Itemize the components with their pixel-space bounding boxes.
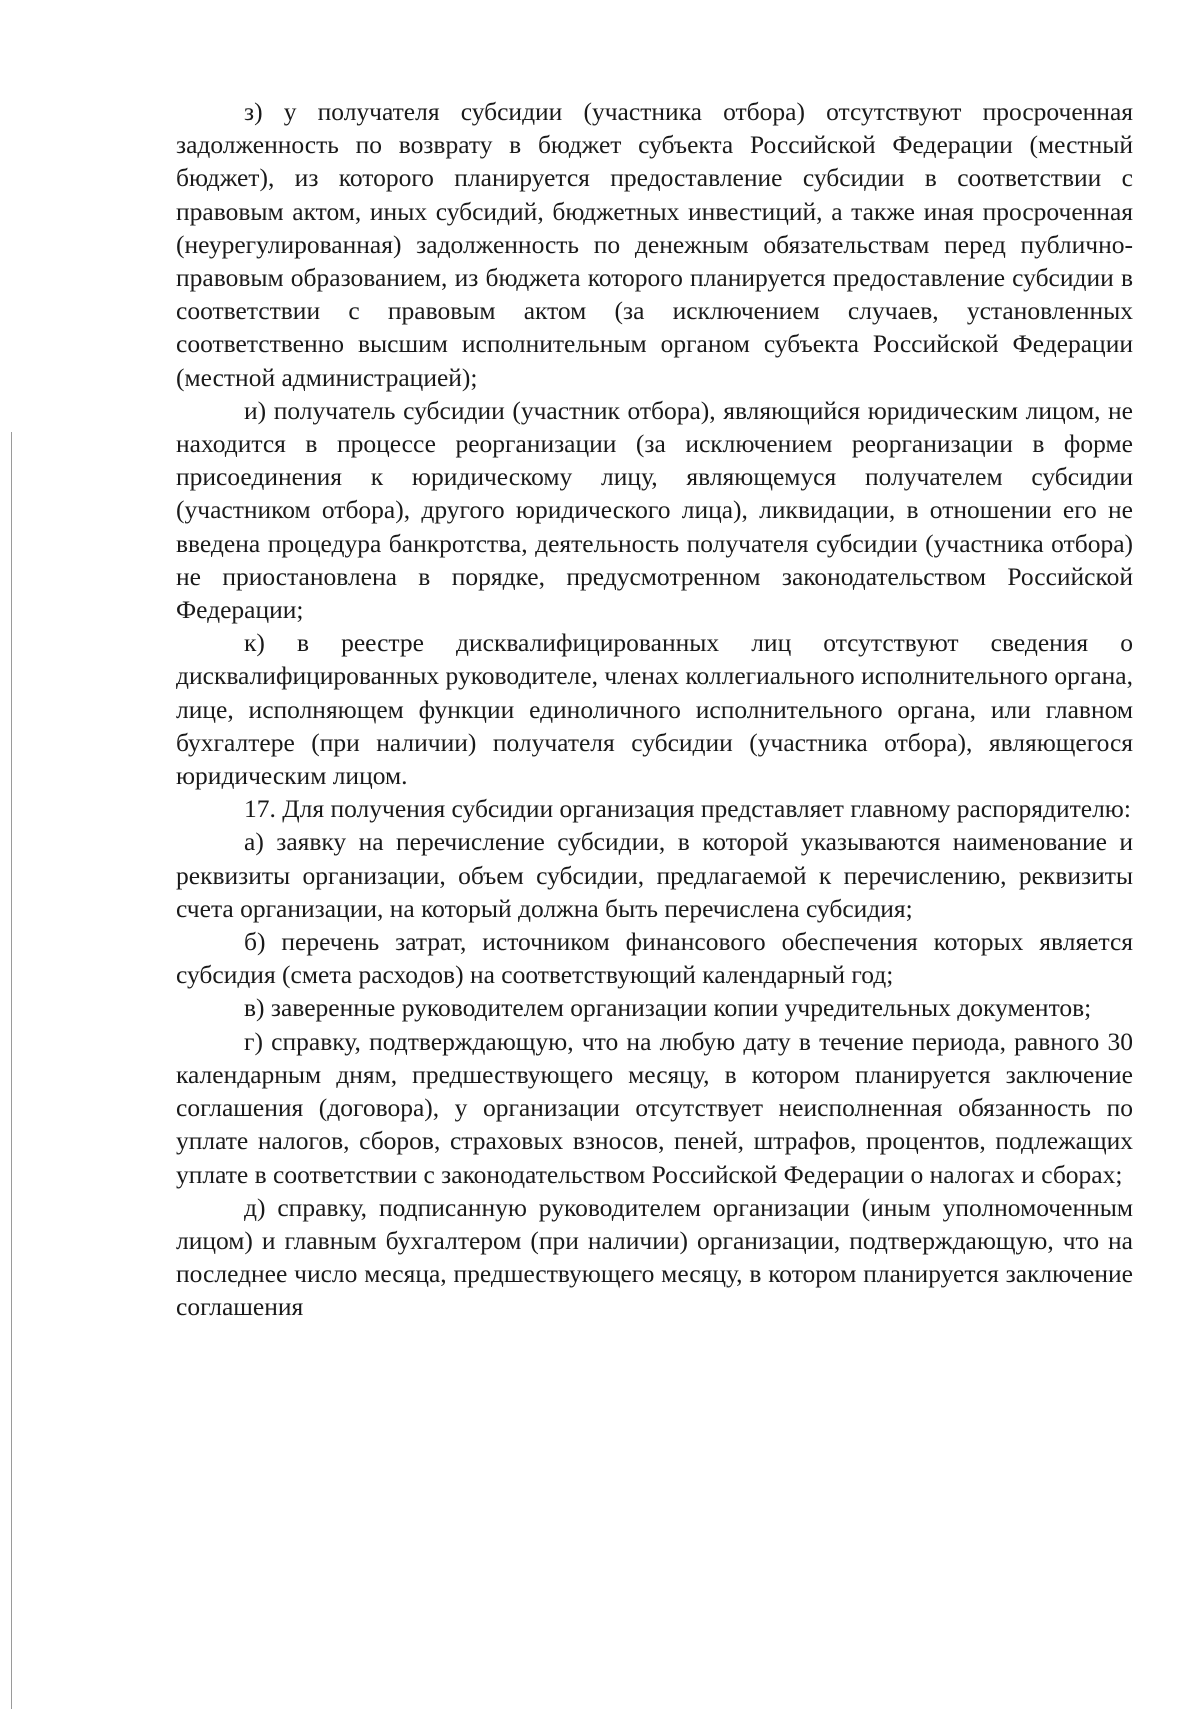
paragraph-17: 17. Для получения субсидии организация представляет главному распорядителю: [244, 794, 1131, 824]
paragraph-z: з) у получателя субсидии (участника отбора) отсутствуют просроченная задолженность по возврату в бюджет субъекта Российской Федерации (местный бюджет), из которого планируется предоставление субсидии в соответствии с правовым актом, иных субсидий, бюджетных инвестиций, а также иная просроченная (неурегулированная) задолженность по денежным обязательствам перед публично-правовым образованием, из бюджета которого планируется предоставление субсидии в соответствии с правовым актом (за исключением случаев, установленных соответственно высшим исполнительным органом субъекта Российской Федерации (местной администрацией); [176, 97, 1133, 392]
paragraph-i: и) получатель субсидии (участник отбора), являющийся юридическим лицом, не находится в процессе реорганизации (за исключением реорганизации в форме присоединения к юридическому лицу, являющемуся получателем субсидии (участником отбора), другого юридического лица), ликвидации, в отношении его не введена процедура банкротства, деятельность получателя субсидии (участника отбора) не приостановлена в порядке, предусмотренном законодательством Российской Федерации; [176, 395, 1133, 625]
paragraph-b: б) перечень затрат, источником финансового обеспечения которых является субсидия (смета расходов) на соответствующий календарный год; [176, 927, 1133, 990]
paragraph-g: г) справку, подтверждающую, что на любую дату в течение периода, равного 30 календарным дням, предшествующего месяцу, в котором планируется заключение соглашения (договора), у организации отсутствует неисполненная обязанность по уплате налогов, сборов, страховых взносов, пеней, штрафов, процентов, подлежащих уплате в соответствии с законодательством Российской Федерации о налогах и сборах; [176, 1026, 1133, 1189]
paragraph-k: к) в реестре дисквалифицированных лиц отсутствуют сведения о дисквалифицированных руководителе, членах коллегиального исполнительного органа, лице, исполняющем функции единоличного исполнительного органа, или главном бухгалтере (при наличии) получателя субсидии (участника отбора), являющегося юридическим лицом. [176, 628, 1133, 791]
document-body [176, 95, 1133, 1324]
scan-edge-line [11, 432, 12, 1709]
paragraph-a: а) заявку на перечисление субсидии, в которой указываются наименование и реквизиты организации, объем субсидии, предлагаемой к перечислению, реквизиты счета организации, на который должна быть перечислена субсидия; [176, 827, 1133, 923]
paragraph-v: в) заверенные руководителем организации копии учредительных документов; [244, 993, 1092, 1023]
paragraph-d: д) справку, подписанную руководителем организации (иным уполномоченным лицом) и главным бухгалтером (при наличии) организации, подтверждающую, что на последнее число месяца, предшествующего месяцу, в котором планируется заключение соглашения [176, 1192, 1133, 1322]
